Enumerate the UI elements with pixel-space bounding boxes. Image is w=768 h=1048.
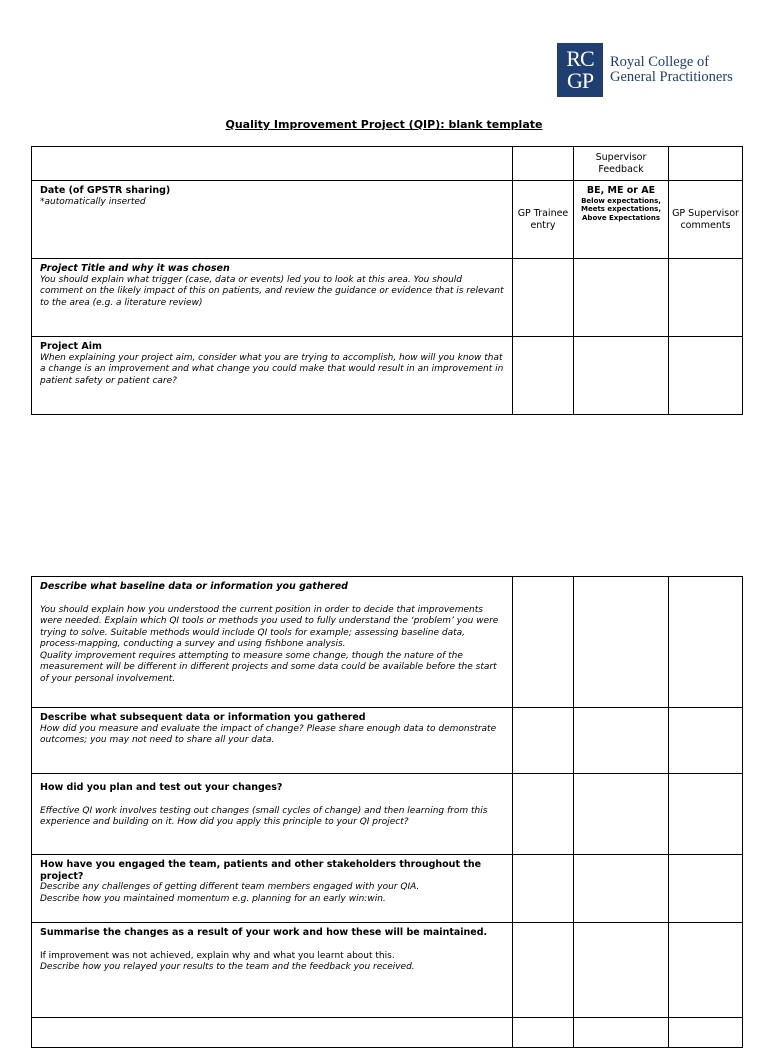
empty-cell[interactable]: [513, 1018, 574, 1048]
logo-text: [610, 55, 733, 85]
trainee-entry-cell[interactable]: [513, 923, 574, 1018]
plan-text: Effective QI work involves testing out changes (small cycles of change) and then learning from this experience and building on it. How did you apply this principle to your QI project?: [40, 805, 488, 827]
logo-line-1: Royal College of: [610, 54, 710, 70]
rating-cell[interactable]: [574, 774, 669, 855]
rating-cell[interactable]: [574, 259, 669, 337]
trainee-entry-cell[interactable]: [513, 774, 574, 855]
rating-cell[interactable]: [574, 708, 669, 774]
project-aim-cell[interactable]: [32, 337, 513, 415]
logo-line-2: General Practitioners: [610, 69, 733, 85]
summarise-cell[interactable]: [32, 923, 513, 1018]
rcgp-logo: [557, 43, 733, 97]
table-row: [32, 1018, 743, 1048]
empty-cell[interactable]: [513, 147, 574, 181]
baseline-heading: Describe what baseline data or information you gathered: [40, 581, 348, 592]
baseline-text-1: You should explain how you understood the current position in order to decide that improvements were needed. Explain which QI tools or methods you used to fully understand the ‘problem’ you were trying to solve. Suitable methods would include QI tools for example; assessing baseline data, process-mapping, conducting a survey and using fishbone analysis.: [40, 604, 499, 649]
rcgp-logo-mark: [557, 43, 603, 97]
rating-cell[interactable]: [574, 923, 669, 1018]
trainee-entry-cell[interactable]: [513, 337, 574, 415]
date-cell[interactable]: [32, 181, 513, 259]
summarise-heading: Summarise the changes as a result of your work and how these will be maintained.: [40, 927, 488, 938]
empty-cell[interactable]: [32, 147, 513, 181]
project-title-heading: Project Title and why it was chosen: [40, 263, 230, 274]
plan-heading: How did you plan and test out your changes?: [40, 782, 283, 793]
plan-test-cell[interactable]: [32, 774, 513, 855]
rating-cell[interactable]: [574, 577, 669, 708]
table-row: [32, 337, 743, 415]
summarise-text-1: If improvement was not achieved, explain why and what you learnt about this.: [40, 950, 395, 961]
engaged-text-2: Describe how you maintained momentum e.g. planning for an early win:win.: [40, 893, 386, 904]
comments-cell[interactable]: [669, 923, 743, 1018]
trainee-entry-cell[interactable]: [513, 855, 574, 923]
comments-cell[interactable]: [669, 855, 743, 923]
gp-trainee-entry-header: GP Trainee entry: [513, 181, 574, 259]
empty-cell[interactable]: [669, 147, 743, 181]
rating-detail: Below expectations, Meets expectations, Above Expectations: [580, 196, 661, 222]
baseline-data-cell[interactable]: [32, 577, 513, 708]
subsequent-heading: Describe what subsequent data or information you gathered: [40, 712, 366, 723]
project-title-cell[interactable]: [32, 259, 513, 337]
empty-cell[interactable]: [669, 1018, 743, 1048]
document-title: Quality Improvement Project (QIP): blank template: [225, 118, 543, 131]
gp-supervisor-comments-header: GP Supervisor comments: [669, 181, 743, 259]
trainee-entry-cell[interactable]: [513, 577, 574, 708]
comments-cell[interactable]: [669, 259, 743, 337]
supervisor-feedback-header: Supervisor Feedback: [574, 147, 669, 181]
be-me-ae-label: BE, ME or AE: [586, 185, 656, 196]
trainee-entry-cell[interactable]: [513, 708, 574, 774]
engaged-text-1: Describe any challenges of getting different team members engaged with your QIA.: [40, 882, 420, 892]
date-heading: Date (of GPSTR sharing): [40, 185, 171, 196]
project-aim-heading: Project Aim: [40, 341, 102, 352]
qip-table-part-2: [31, 576, 743, 1048]
project-aim-text: When explaining your project aim, consider what you are trying to accomplish, how will you know that a change is an improvement and what change you could make that would result in an improvement in patient safety or patient care?: [40, 352, 504, 386]
date-note: *automatically inserted: [40, 196, 146, 207]
comments-cell[interactable]: [669, 337, 743, 415]
empty-cell[interactable]: [574, 1018, 669, 1048]
comments-cell[interactable]: [669, 577, 743, 708]
comments-cell[interactable]: [669, 774, 743, 855]
qip-table-part-1: [31, 146, 743, 415]
summarise-text-2: Describe how you relayed your results to the team and the feedback you received.: [40, 962, 415, 972]
table-row: [32, 923, 743, 1018]
engaged-heading: How have you engaged the team, patients and other stakeholders throughout the project?: [40, 859, 482, 882]
logo-mark-bottom: GP: [566, 68, 594, 93]
table-row: [32, 181, 743, 259]
table-row: [32, 147, 743, 181]
table-row: [32, 774, 743, 855]
table-row: [32, 708, 743, 774]
subsequent-data-cell[interactable]: [32, 708, 513, 774]
subsequent-text: How did you measure and evaluate the impact of change? Please share enough data to demonstrate outcomes; you may not need to share all your data.: [40, 723, 497, 745]
engagement-cell[interactable]: [32, 855, 513, 923]
empty-cell[interactable]: [32, 1018, 513, 1048]
table-row: [32, 577, 743, 708]
comments-cell[interactable]: [669, 708, 743, 774]
trainee-entry-cell[interactable]: [513, 259, 574, 337]
rating-cell[interactable]: [574, 855, 669, 923]
table-row: [32, 259, 743, 337]
project-title-text: You should explain what trigger (case, data or events) led you to look at this area. You should comment on the likely impact of this on patients, and review the guidance or evidence that is relevant to the area (e.g. a literature review): [40, 274, 504, 308]
rating-header: [574, 181, 669, 259]
table-row: [32, 855, 743, 923]
logo-mark-top: RC: [566, 46, 594, 71]
baseline-text-2: Quality improvement requires attempting to measure some change, though the nature of the measurement will be different in different projects and some data could be available before the start of your personal involvement.: [40, 650, 497, 684]
rating-cell[interactable]: [574, 337, 669, 415]
